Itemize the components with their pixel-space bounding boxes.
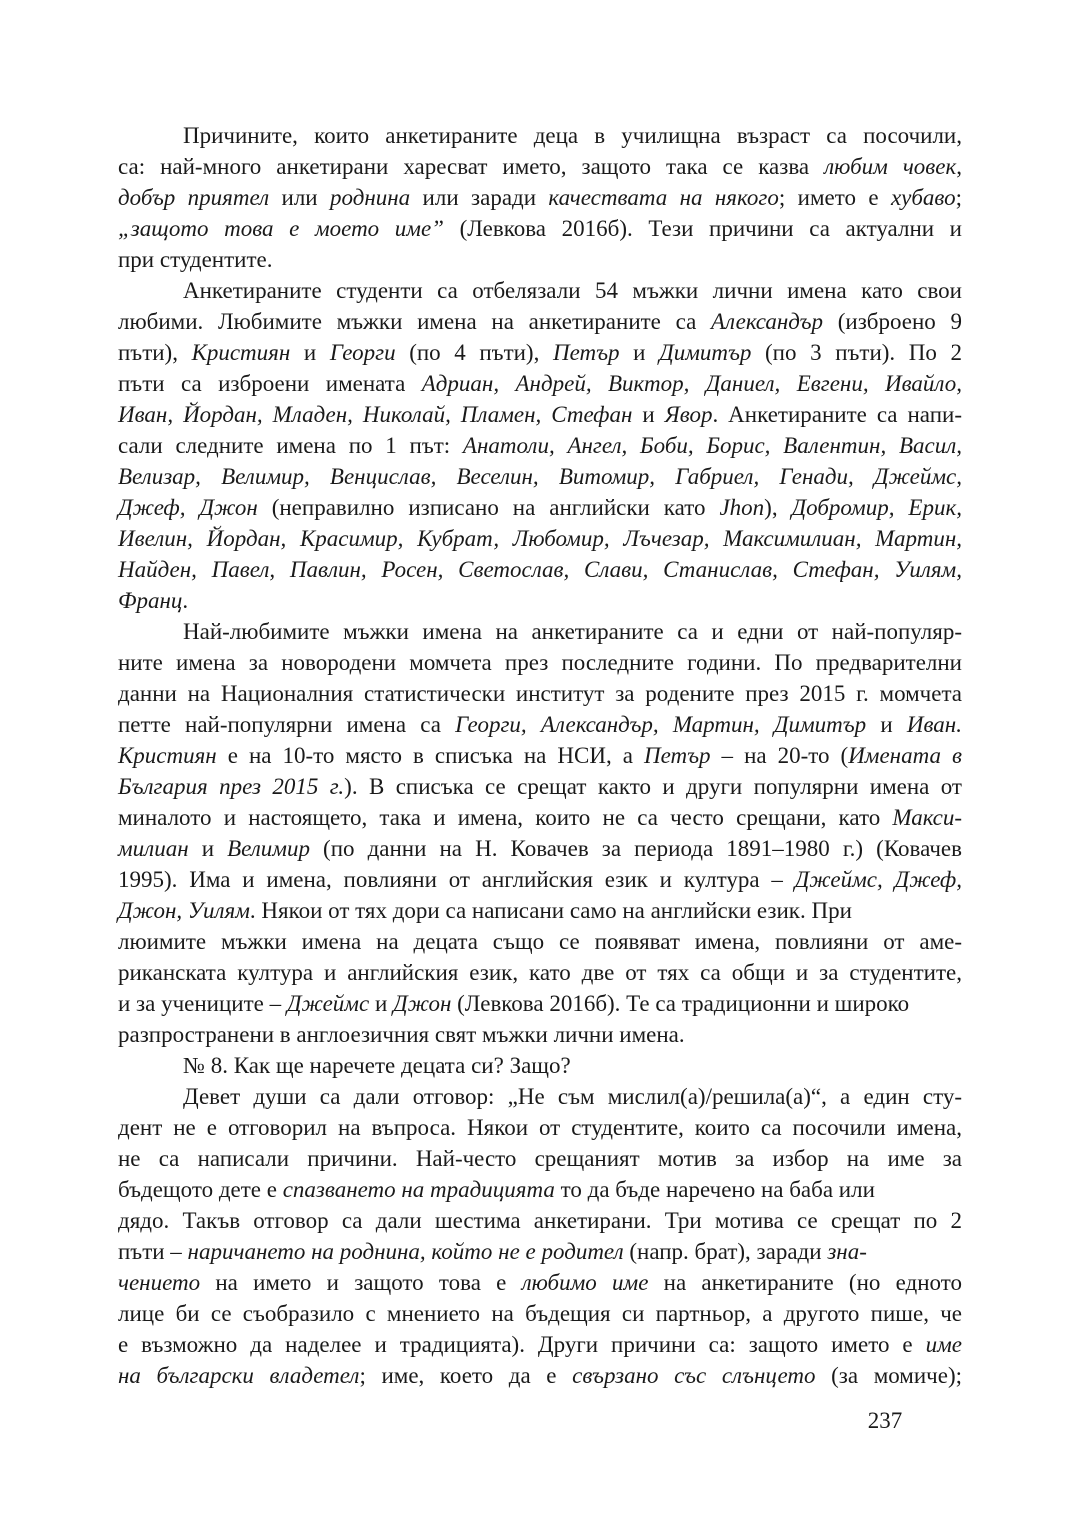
text-segment: и	[619, 340, 660, 365]
text-line	[118, 244, 962, 275]
text-line	[118, 864, 962, 895]
text-segment: Анкетираните студенти са отбелязали 54 мъжки лични имена като свои	[183, 278, 962, 303]
italic-text: име	[925, 1332, 962, 1357]
page-number: 237	[867, 1408, 903, 1433]
paragraph	[118, 616, 962, 1050]
text-line	[118, 740, 962, 771]
text-line	[118, 151, 962, 182]
paragraph	[118, 120, 962, 275]
italic-text: Димитър	[659, 340, 752, 365]
italic-text: Джеф, Джон	[118, 495, 258, 520]
text-segment: петте най-популярни имена са	[118, 712, 456, 737]
italic-text: на български владетел	[118, 1363, 360, 1388]
italic-text: Джеймс	[286, 991, 370, 1016]
italic-text: Кристиян	[118, 743, 217, 768]
text-segment: и	[866, 712, 907, 737]
italic-text: спазването на традицията	[282, 1177, 555, 1202]
text-line	[118, 1143, 962, 1174]
text-segment: данни на Националния статистически институт за родените през 2015 г. момчета	[118, 681, 962, 706]
text-line	[118, 1081, 962, 1112]
text-line	[118, 678, 962, 709]
italic-text: Джеймс, Джеф,	[794, 867, 962, 892]
text-line	[118, 1236, 962, 1267]
text-line	[118, 337, 962, 368]
text-segment: ните имена за новородени момчета през последните години. По предварителни	[118, 650, 962, 675]
text-segment: ;	[955, 185, 962, 210]
text-segment: дядо. Такъв отговор са дали шестима анкетирани. Три мотива се срещат по 2	[118, 1208, 962, 1233]
italic-text: добър приятел	[118, 185, 270, 210]
text-segment: ,	[956, 154, 962, 179]
italic-text: наричането на роднина, който не е родител	[187, 1239, 624, 1264]
paragraph	[118, 1050, 962, 1081]
italic-text: Джон	[393, 991, 452, 1016]
text-segment: или заради	[410, 185, 549, 210]
italic-text: любим човек	[824, 154, 957, 179]
text-segment: то да бъде наречено на баба или	[554, 1177, 875, 1202]
text-segment: Причините, които анкетираните деца в училищна възраст са посочили,	[183, 123, 962, 148]
italic-text: Петър	[643, 743, 711, 768]
text-segment: не са написали причини. Най-често срещаният мотив за избор на име за	[118, 1146, 962, 1171]
text-segment: лице би се съобразило с мнението на бъдещия си партньор, а другото пише, че	[118, 1301, 962, 1326]
italic-text: Имената в	[848, 743, 962, 768]
text-line	[118, 213, 962, 244]
text-segment: бъдещото дете е	[118, 1177, 283, 1202]
text-line	[118, 585, 962, 616]
italic-text: Велимир	[227, 836, 310, 861]
text-segment: – на 20-то (	[710, 743, 849, 768]
text-segment: е на 10-то място в списъка на НСИ, а	[216, 743, 644, 768]
text-line	[118, 957, 962, 988]
italic-text: Jhon	[719, 495, 765, 520]
text-line	[118, 1174, 962, 1205]
italic-text: Франц	[118, 588, 183, 613]
text-segment: (напр. брат), заради	[623, 1239, 828, 1264]
text-line	[118, 368, 962, 399]
text-segment: ). В списъка се срещат както и други популярни имена от	[344, 774, 962, 799]
italic-text: Джон, Уилям	[118, 898, 250, 923]
text-segment: пъти),	[118, 340, 192, 365]
text-segment: и	[290, 340, 330, 365]
text-segment: (Левкова 2016б). Те са традиционни и широко	[451, 991, 910, 1016]
text-segment: . Някои от тях дори са написани само на английски език. При	[249, 898, 852, 923]
text-segment: на името и защото това е	[200, 1270, 522, 1295]
text-segment: и	[632, 402, 665, 427]
italic-text: Георги	[329, 340, 396, 365]
italic-text: Адриан, Андрей, Виктор, Даниел, Евгени, Ивайло,	[421, 371, 962, 396]
italic-text: Анатоли, Ангел, Боби, Борис, Валентин, Васил,	[462, 433, 962, 458]
text-line	[118, 554, 962, 585]
text-segment: Девет души са дали отговор: „Не съм мислил(а)/решила(а)“, а един сту-	[183, 1084, 962, 1109]
text-segment: ),	[764, 495, 792, 520]
text-line	[118, 399, 962, 430]
italic-text: Иван.	[906, 712, 962, 737]
text-line	[118, 461, 962, 492]
italic-text: любимо име	[521, 1270, 649, 1295]
italic-text: Велизар, Велимир, Венцислав, Веселин, Витомир, Габриел, Генади, Джеймс,	[118, 464, 962, 489]
italic-text: Найден, Павел, Павлин, Росен, Светослав, Слави, Станислав, Стефан, Уилям,	[118, 557, 962, 582]
text-segment: (по 4 пъти),	[395, 340, 553, 365]
italic-text: „защото това е моето име”	[118, 216, 444, 241]
text-line	[118, 120, 962, 151]
text-line	[118, 616, 962, 647]
text-segment: и	[188, 836, 228, 861]
text-segment: е възможно да наделее и традицията). Други причини са: защото името е	[118, 1332, 926, 1357]
italic-text: роднина	[330, 185, 411, 210]
text-line	[118, 1267, 962, 1298]
text-segment: (изброено 9	[823, 309, 962, 334]
italic-text: Кристиян	[191, 340, 291, 365]
text-segment: ; името е	[778, 185, 891, 210]
text-segment: сали следните имена по 1 път:	[118, 433, 463, 458]
text-line	[118, 771, 962, 802]
italic-text: Макси-	[892, 805, 962, 830]
text-line	[118, 833, 962, 864]
text-line	[118, 1360, 962, 1391]
text-line	[118, 895, 962, 926]
text-segment: при студентите.	[118, 247, 273, 272]
italic-text: свързано със слънцето	[572, 1363, 816, 1388]
italic-text: качествата на някого	[548, 185, 779, 210]
text-segment: ; име, което да е	[359, 1363, 573, 1388]
text-line	[118, 647, 962, 678]
text-segment: Най-любимите мъжки имена на анкетираните са и едни от най-популяр-	[183, 619, 962, 644]
text-line	[118, 492, 962, 523]
text-segment: пъти са изброени имената	[118, 371, 422, 396]
italic-text: милиан	[118, 836, 189, 861]
text-segment: (неправилно изписано на английски като	[257, 495, 720, 520]
text-line	[118, 988, 962, 1019]
text-segment: . Анкетираните са напи-	[712, 402, 962, 427]
italic-text: България през 2015 г.	[118, 774, 345, 799]
text-segment: (по 3 пъти). По 2	[751, 340, 962, 365]
text-segment: и	[369, 991, 394, 1016]
text-segment: № 8. Как ще наречете децата си? Защо?	[183, 1053, 571, 1078]
text-segment: миналото и настоящето, така и имена, които не са често срещани, като	[118, 805, 893, 830]
text-line	[118, 1050, 962, 1081]
italic-text: Добромир, Ерик,	[791, 495, 962, 520]
text-segment: или	[269, 185, 330, 210]
italic-text: Александър	[710, 309, 824, 334]
text-segment: любими. Любимите мъжки имена на анкетираните са	[118, 309, 711, 334]
italic-text: Явор	[664, 402, 713, 427]
text-segment: (по данни на Н. Ковачев за периода 1891–1980 г.) (Ковачев	[309, 836, 962, 861]
italic-text: зна-	[827, 1239, 867, 1264]
text-line	[118, 306, 962, 337]
text-line	[118, 709, 962, 740]
text-line	[118, 430, 962, 461]
text-line	[118, 275, 962, 306]
italic-text: чението	[118, 1270, 201, 1295]
paragraph	[118, 1081, 962, 1391]
italic-text: Петър	[552, 340, 620, 365]
text-line	[118, 182, 962, 213]
italic-text: хубаво	[890, 185, 956, 210]
text-line	[118, 523, 962, 554]
text-line	[118, 1112, 962, 1143]
italic-text: Иван, Йордан, Младен, Николай, Пламен, Стефан	[118, 402, 633, 427]
paragraph	[118, 275, 962, 616]
text-line	[118, 926, 962, 957]
text-segment: люимите мъжки имена на децата също се появяват имена, повлияни от аме-	[118, 929, 962, 954]
text-line	[118, 1019, 962, 1050]
body-text	[118, 120, 962, 1391]
italic-text: Ивелин, Йордан, Красимир, Кубрат, Любомир, Лъчезар, Максимилиан, Мартин,	[118, 526, 962, 551]
text-segment: пъти –	[118, 1239, 188, 1264]
text-line	[118, 802, 962, 833]
text-segment: .	[182, 588, 189, 613]
text-segment: разпространени в англоезичния свят мъжки лични имена.	[118, 1022, 685, 1047]
text-segment: и за учениците –	[118, 991, 287, 1016]
text-segment: дент не е отговорил на въпроса. Някои от студентите, които са посочили имена,	[118, 1115, 962, 1140]
text-line	[118, 1329, 962, 1360]
text-segment: са: най-много анкетирани харесват името, защото така се казва	[118, 154, 825, 179]
text-segment: на анкетираните (но едното	[648, 1270, 962, 1295]
italic-text: Георги, Александър, Мартин, Димитър	[455, 712, 867, 737]
text-line	[118, 1298, 962, 1329]
text-segment: 1995). Има и имена, повлияни от английския език и култура –	[118, 867, 795, 892]
text-line	[118, 1205, 962, 1236]
text-segment: (за момиче);	[815, 1363, 962, 1388]
text-segment: (Левкова 2016б). Тези причини са актуални и	[443, 216, 962, 241]
text-segment: риканската култура и английския език, като две от тях са общи и за студентите,	[118, 960, 962, 985]
